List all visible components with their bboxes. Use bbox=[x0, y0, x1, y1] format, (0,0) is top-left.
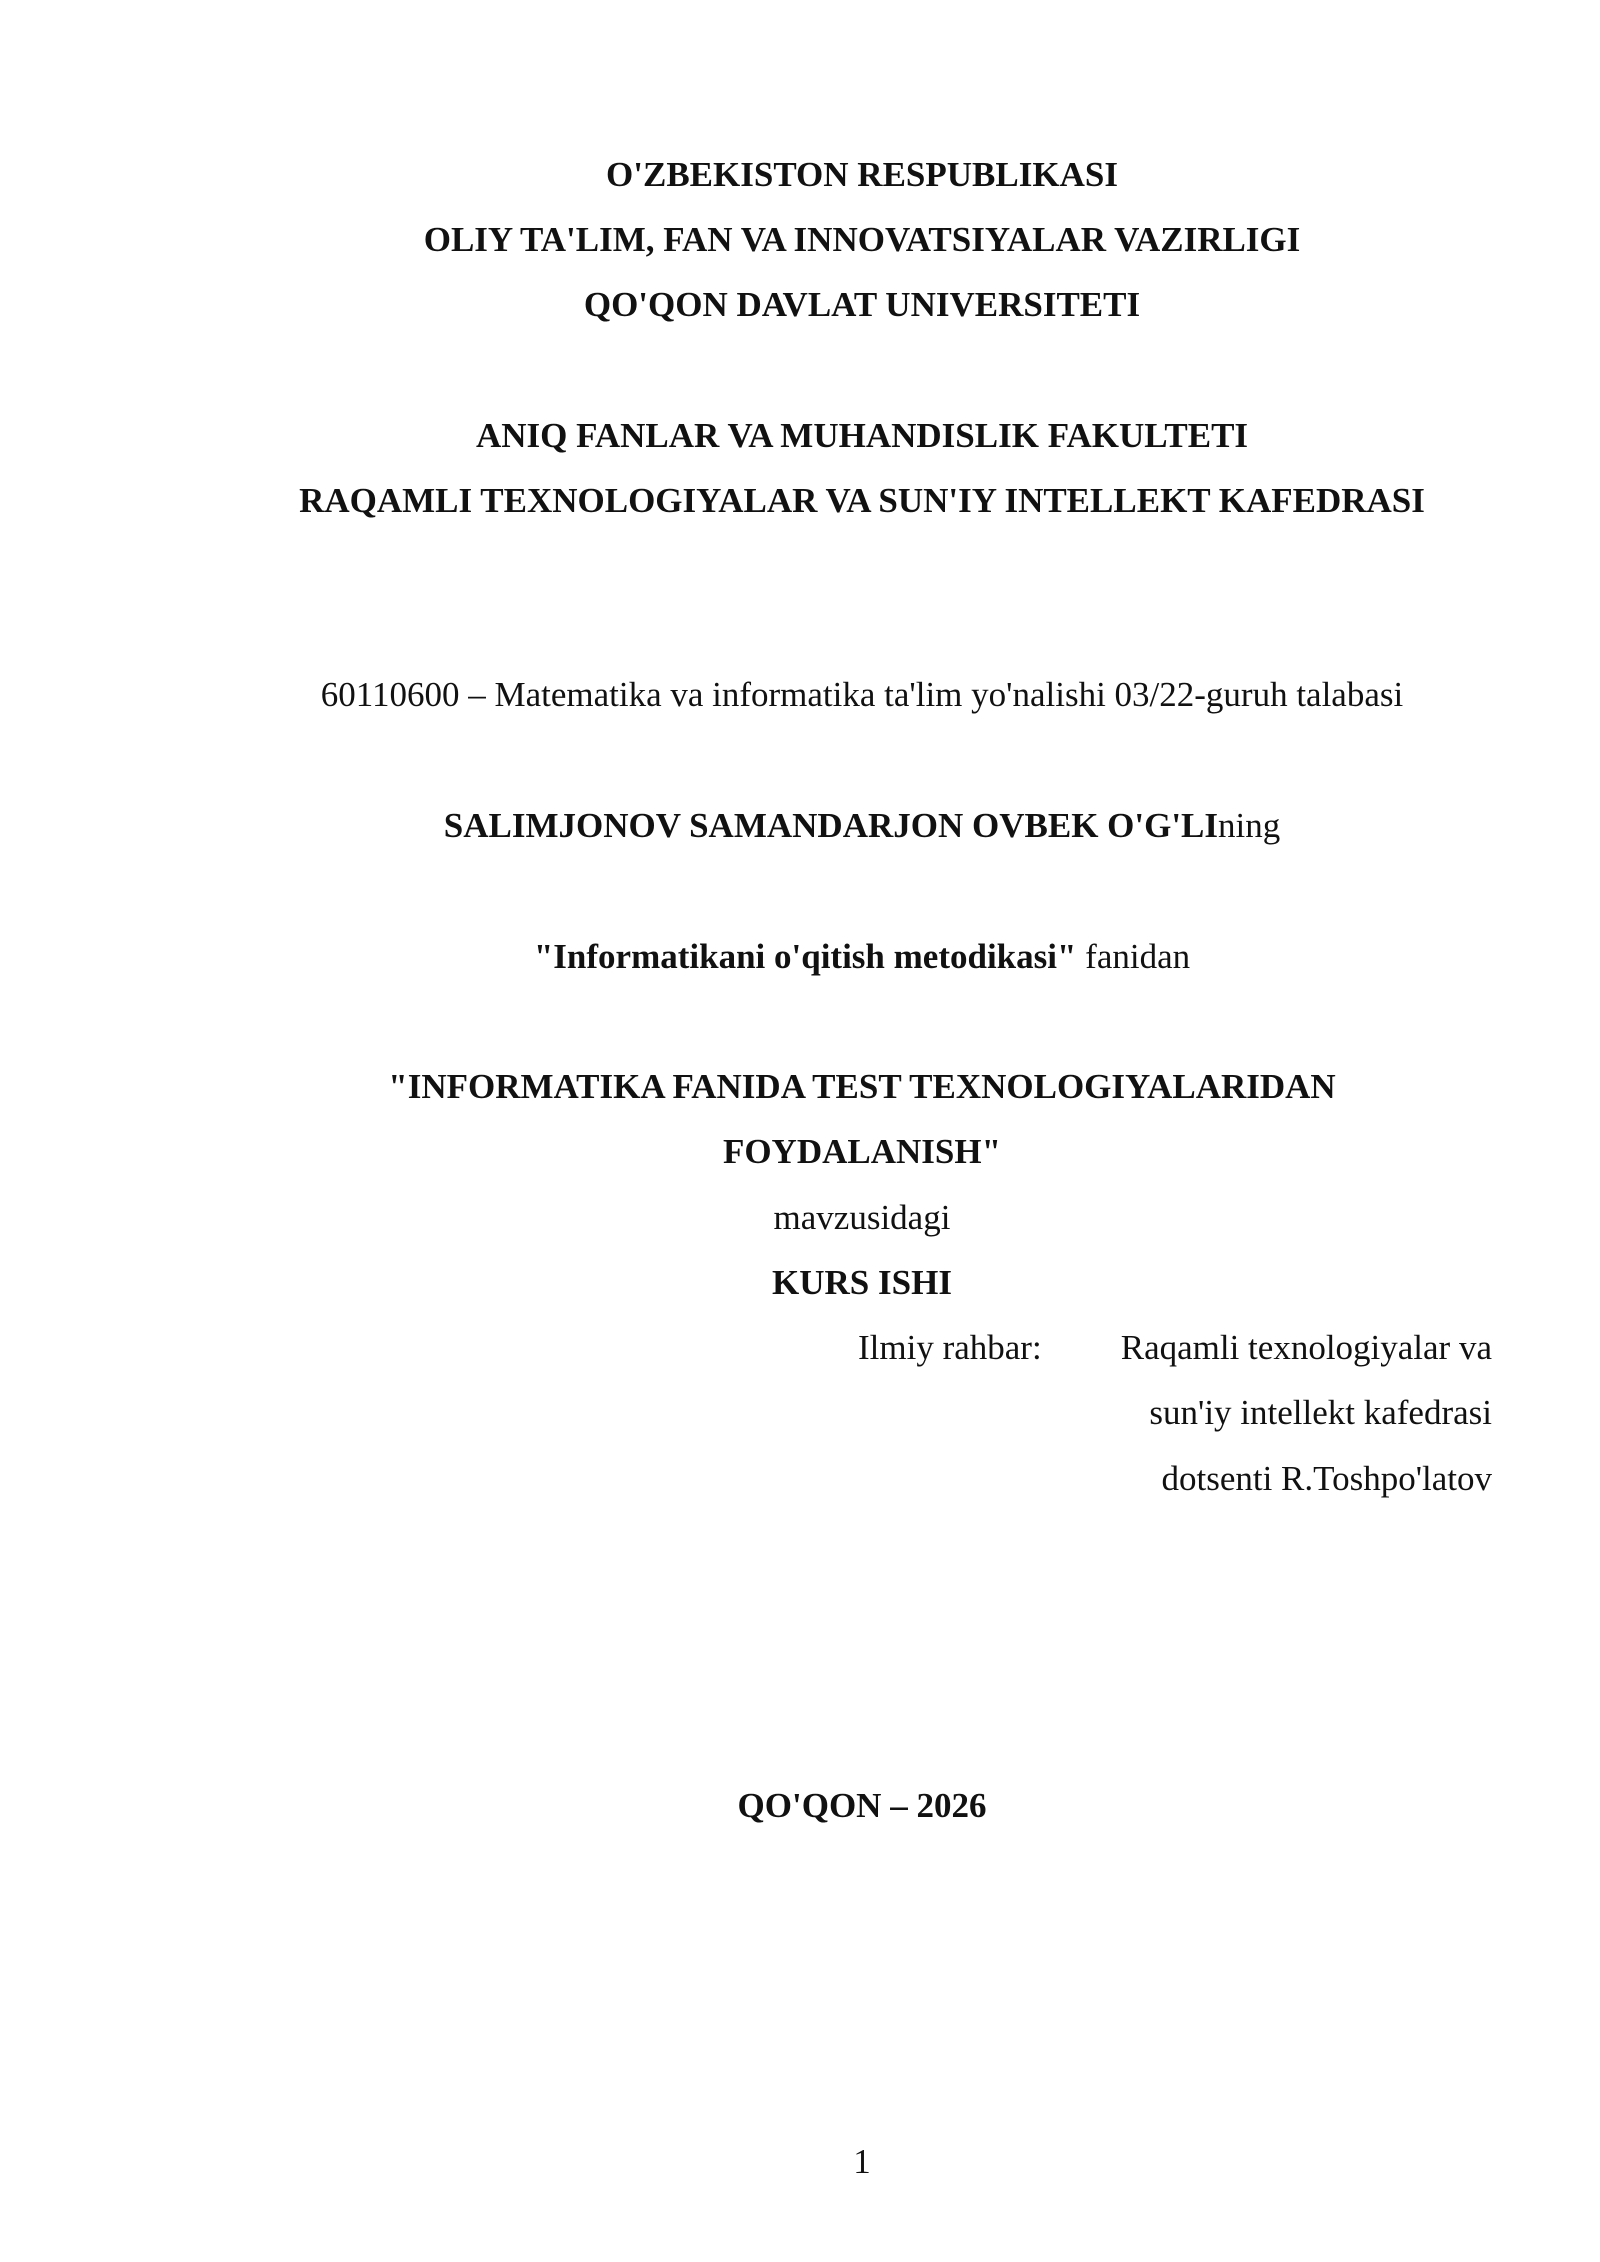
supervisor-line-2: sun'iy intellekt kafedrasi bbox=[1149, 1393, 1492, 1432]
program-line: 60110600 – Matematika va informatika ta'lim yo'nalishi 03/22-guruh talabasi bbox=[320, 675, 1404, 714]
university-title: QO'QON DAVLAT UNIVERSITETI bbox=[583, 285, 1141, 324]
student-name: SALIMJONOV SAMANDARJON OVBEK O'G'LI bbox=[443, 806, 1219, 845]
topic-line-2: FOYDALANISH" bbox=[722, 1132, 1002, 1171]
supervisor-line-1: Raqamli texnologiyalar va bbox=[1120, 1328, 1492, 1367]
student-name-line bbox=[62, 804, 1600, 848]
faculty-title: ANIQ FANLAR VA MUHANDISLIK FAKULTETI bbox=[475, 416, 1249, 455]
ministry-title: OLIY TA'LIM, FAN VA INNOVATSIYALAR VAZIRLIGI bbox=[423, 220, 1301, 259]
country-title: O'ZBEKISTON RESPUBLIKASI bbox=[606, 155, 1118, 194]
topic-suffix: mavzusidagi bbox=[773, 1198, 951, 1237]
supervisor-label: Ilmiy rahbar: bbox=[858, 1328, 1042, 1367]
supervisor-line-3: dotsenti R.Toshpo'latov bbox=[1161, 1459, 1492, 1498]
work-type: KURS ISHI bbox=[772, 1263, 952, 1302]
topic-line-1: "INFORMATIKA FANIDA TEST TEXNOLOGIYALARIDAN bbox=[388, 1067, 1336, 1106]
student-name-suffix: ning bbox=[1218, 806, 1281, 845]
subject-title: "Informatikani o'qitish metodikasi" bbox=[533, 937, 1077, 976]
page-number: 1 bbox=[853, 2142, 871, 2181]
department-title: RAQAMLI TEXNOLOGIYALAR VA SUN'IY INTELLEKT KAFEDRASI bbox=[299, 481, 1425, 520]
city-year: QO'QON – 2026 bbox=[737, 1786, 987, 1825]
subject-line bbox=[62, 935, 1600, 979]
subject-suffix: fanidan bbox=[1076, 937, 1191, 976]
